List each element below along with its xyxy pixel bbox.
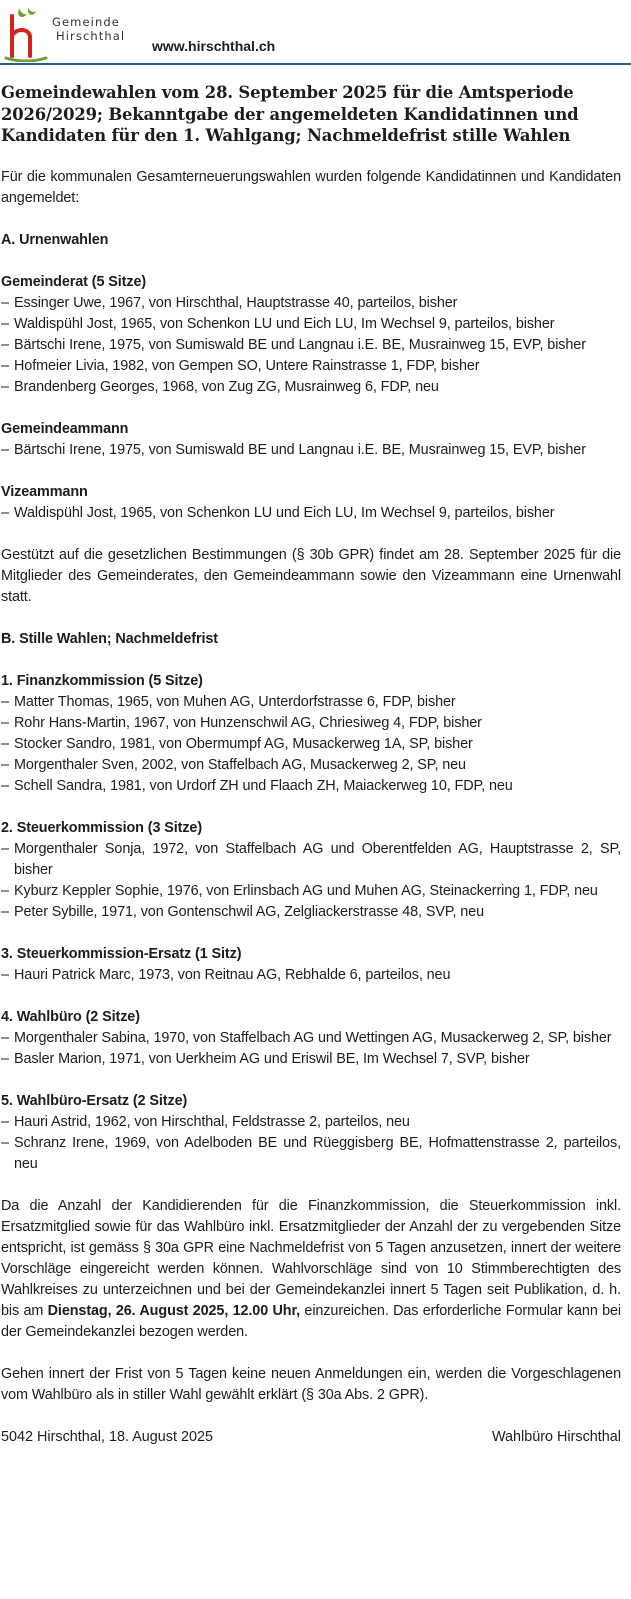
logo-wordmark — [52, 15, 125, 43]
list-dash: – — [1, 294, 9, 311]
candidate-entry: Bärtschi Irene, 1975, von Sumiswald BE und Langnau i.E. BE, Musrainweg 15, EVP, bisher — [14, 336, 586, 353]
stille-wahl-paragraph: Gehen innert der Frist von 5 Tagen keine neuen Anmeldungen ein, werden die Vorgeschlagenen vom Wahlbüro als in stiller Wahl gewählt erklärt (§ 30a Abs. 2 GPR). — [1, 1365, 621, 1403]
list-item — [1, 314, 621, 335]
commission-list — [1, 1112, 621, 1175]
header-divider — [0, 63, 631, 65]
list-item — [1, 881, 621, 902]
footer — [1, 1427, 621, 1448]
intro-paragraph: Für die kommunalen Gesamterneuerungswahlen wurden folgende Kandidatinnen und Kandidaten angemeldet: — [1, 168, 621, 206]
candidate-entry: Waldispühl Jost, 1965, von Schenkon LU und Eich LU, Im Wechsel 9, parteilos, bisher — [14, 315, 555, 332]
nachmeldefrist-text: Da die Anzahl der Kandidierenden für die Finanzkommission, die Steuerkommission inkl. Ersatzmitglied sowie für das Wahlbüro inkl. Ersatzmitglieder der Anzahl der zu vergebenden Sitze entspricht, ist gemäss § 30a GPR eine Nachmeldefrist von 5 Tagen anzusetzen, innert der weitere Vorschläge eingereicht werden können. Wahlvorschläge sind von 10 Stimmberechtigten des Wahlkreises zu unterzeichnen und bei der Gemeindekanzlei innert 5 Tagen seit Publikation, d. h. bis am — [1, 1197, 621, 1319]
list-item — [1, 1028, 621, 1049]
website-link[interactable]: www.hirschthal.ch — [152, 38, 276, 54]
list-dash: – — [1, 777, 9, 794]
place-date: 5042 Hirschthal, 18. August 2025 — [1, 1428, 214, 1445]
candidate-entry: Matter Thomas, 1965, von Muhen AG, Unterdorfstrasse 6, FDP, bisher — [14, 693, 456, 710]
list-dash: – — [1, 966, 9, 983]
list-item — [1, 734, 621, 755]
article — [0, 66, 621, 1448]
candidate-entry: Rohr Hans-Martin, 1967, von Hunzenschwil AG, Chriesiweg 4, FDP, bisher — [14, 714, 482, 731]
candidate-entry: Schell Sandra, 1981, von Urdorf ZH und Flaach ZH, Maiackerweg 10, FDP, neu — [14, 777, 513, 794]
list-dash: – — [1, 735, 9, 752]
commission-groups — [1, 671, 621, 1196]
list-item — [1, 713, 621, 734]
candidate-entry: Waldispühl Jost, 1965, von Schenkon LU und Eich LU, Im Wechsel 9, parteilos, bisher — [14, 504, 555, 521]
candidate-entry: Morgenthaler Sonja, 1972, von Staffelbach AG und Oberentfelden AG, Hauptstrasse 2, SP, bisher — [14, 840, 621, 878]
commission-list — [1, 692, 621, 797]
candidate-entry: Schranz Irene, 1969, von Adelboden BE und Rüeggisberg BE, Hofmattenstrasse 2, parteilos, neu — [14, 1134, 621, 1172]
gemeinderat-list — [1, 293, 621, 398]
commission-list — [1, 839, 621, 923]
gemeindeammann-list — [1, 440, 621, 461]
list-dash: – — [1, 378, 9, 395]
commission-heading: 2. Steuerkommission (3 Sitze) — [1, 819, 203, 836]
list-dash: – — [1, 1113, 9, 1130]
deadline-date: Dienstag, 26. August 2025, 12.00 Uhr, — [47, 1302, 301, 1319]
commission-heading: 3. Steuerkommission-Ersatz (1 Sitz) — [1, 945, 242, 962]
list-item — [1, 902, 621, 923]
list-dash: – — [1, 693, 9, 710]
candidate-entry: Brandenberg Georges, 1968, von Zug ZG, Musrainweg 6, FDP, neu — [14, 378, 439, 395]
commission-list — [1, 1028, 621, 1070]
candidate-entry: Kyburz Keppler Sophie, 1976, von Erlinsbach AG und Muhen AG, Steinackerring 1, FDP, neu — [14, 882, 598, 899]
vizeammann-heading: Vizeammann — [1, 483, 88, 500]
candidate-entry: Hauri Astrid, 1962, von Hirschthal, Feldstrasse 2, parteilos, neu — [14, 1113, 410, 1130]
list-dash: – — [1, 840, 9, 857]
list-dash: – — [1, 336, 9, 353]
commission-heading: 5. Wahlbüro-Ersatz (2 Sitze) — [1, 1092, 188, 1109]
vizeammann-list — [1, 503, 621, 524]
list-item — [1, 839, 621, 881]
candidate-entry: Essinger Uwe, 1967, von Hirschthal, Hauptstrasse 40, parteilos, bisher — [14, 294, 458, 311]
list-dash: – — [1, 1134, 9, 1151]
commission-list — [1, 965, 621, 986]
list-item — [1, 1049, 621, 1070]
list-dash: – — [1, 441, 9, 458]
list-item — [1, 1133, 621, 1175]
page-title: Gemeindewahlen vom 28. September 2025 für die Amtsperiode 2026/2029; Bekanntgabe der angemeldeten Kandidatinnen und Kandidaten für den 1. Wahlgang; Nachmeldefrist stille Wahlen — [1, 83, 579, 145]
list-item — [1, 692, 621, 713]
commission-heading: 4. Wahlbüro (2 Sitze) — [1, 1008, 140, 1025]
list-item — [1, 1112, 621, 1133]
commission-heading: 1. Finanzkommission (5 Sitze) — [1, 672, 203, 689]
list-item — [1, 503, 621, 524]
list-item — [1, 356, 621, 377]
list-item — [1, 776, 621, 797]
candidate-entry: Stocker Sandro, 1981, von Obermumpf AG, Musackerweg 1A, SP, bisher — [14, 735, 473, 752]
header — [0, 0, 631, 66]
list-item — [1, 755, 621, 776]
list-item — [1, 293, 621, 314]
list-dash: – — [1, 1029, 9, 1046]
nachmeldefrist-text-end: einzureichen. Das erforderliche Formular kann bei der Gemeindekanzlei bezogen werden. — [1, 1302, 621, 1340]
list-item — [1, 965, 621, 986]
list-item — [1, 440, 621, 461]
list-dash: – — [1, 357, 9, 374]
candidate-entry: Hofmeier Livia, 1982, von Gempen SO, Untere Rainstrasse 1, FDP, bisher — [14, 357, 480, 374]
candidate-entry: Bärtschi Irene, 1975, von Sumiswald BE und Langnau i.E. BE, Musrainweg 15, EVP, bisher — [14, 441, 586, 458]
list-item — [1, 377, 621, 398]
gemeindeammann-heading: Gemeindeammann — [1, 420, 129, 437]
section-a-heading: A. Urnenwahlen — [1, 231, 109, 248]
candidate-entry: Hauri Patrick Marc, 1973, von Reitnau AG, Rebhalde 6, parteilos, neu — [14, 966, 451, 983]
list-dash: – — [1, 903, 9, 920]
list-dash: – — [1, 1050, 9, 1067]
list-dash: – — [1, 756, 9, 773]
list-dash: – — [1, 882, 9, 899]
urnenwahl-paragraph: Gestützt auf die gesetzlichen Bestimmungen (§ 30b GPR) findet am 28. September 2025 für die Mitglieder des Gemeinderates, den Gemeindeammann sowie den Vizeammann eine Urnenwahl statt. — [1, 546, 621, 605]
logo-line-1: Gemeinde — [52, 15, 120, 29]
section-b-heading: B. Stille Wahlen; Nachmeldefrist — [1, 630, 218, 647]
list-dash: – — [1, 315, 9, 332]
signature: Wahlbüro Hirschthal — [491, 1428, 621, 1445]
candidate-entry: Morgenthaler Sven, 2002, von Staffelbach AG, Musackerweg 2, SP, neu — [14, 756, 466, 773]
list-dash: – — [1, 504, 9, 521]
logo-line-2: Hirschthal — [56, 29, 126, 43]
hirschthal-logo-icon — [4, 4, 48, 62]
nachmeldefrist-paragraph — [1, 1196, 621, 1343]
candidate-entry: Morgenthaler Sabina, 1970, von Staffelbach AG und Wettingen AG, Musackerweg 2, SP, bisher — [14, 1029, 612, 1046]
candidate-entry: Peter Sybille, 1971, von Gontenschwil AG, Zelgliackerstrasse 48, SVP, neu — [14, 903, 484, 920]
list-dash: – — [1, 714, 9, 731]
list-item — [1, 335, 621, 356]
candidate-entry: Basler Marion, 1971, von Uerkheim AG und Eriswil BE, Im Wechsel 7, SVP, bisher — [14, 1050, 530, 1067]
gemeinderat-heading: Gemeinderat (5 Sitze) — [1, 273, 147, 290]
